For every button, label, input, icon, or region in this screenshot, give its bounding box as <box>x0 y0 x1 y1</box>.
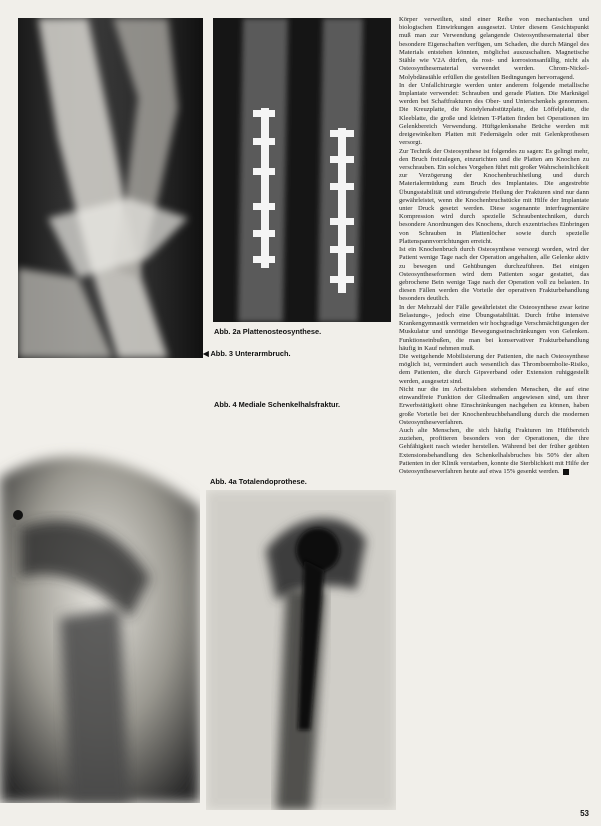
article-paragraph: Ist ein Knochenbruch durch Osteosynthese versorgt worden, wird der Patient wenige Tage nach der Operation angehalten, alle Gelenke aktiv zu bewegen und Gehübungen durchzuführen. Bei einigen Osteosyntheseformen wird dem Patienten sogar gestattet, das gebrochene Bein wenige Tage nach der Operation voll zu belasten. In diesen Fällen werden die Vorteile der operativen Frakturbehandlung besonders deutlich. <box>399 246 589 303</box>
article-text-column <box>399 16 589 802</box>
article-paragraph: In der Unfallchirurgie werden unter anderem folgende metallische Implantate verwendet: Schrauben und gerade Platten. Die Marknägel werden bei Schaftfrakturen des Ober- und Unterschenkels genommen. Die Kreuzplatte, die Kondylenabstützplatte, die Löffelplatte, die Kleeblatte, die große und kleinen T-Platten finden bei Operationen im Gelenkbereich Verwendung. Hüftgelenksnahe Brüche werden mit dreigewinkelten Platten mit Federnägeln oder mit Gelenkprothesen versorgt. <box>399 81 589 147</box>
article-paragraph: In der Mehrzahl der Fälle gewährleistet die Osteosynthese zwar keine Belastungs-, jedoch eine Übungsstabilität. Durch frühe intensive Krankengymnastik vermeiden wir hochgradige Verschmächtigungen der Muskulatur und unnötige Bewegungseinschränkungen von Gelenken. Funktionseinbußen, die man bei konservativer Frakturbehandlung häufig in Kauf nehmen muß. <box>399 303 589 352</box>
article-paragraph: Die weitgehende Mobilisierung der Patienten, die nach Osteosynthese möglich ist, vermindert auch wesentlich das Thromboembolie-Risiko, dem Patienten, die durch Gipsverband oder Extension ruhiggestellt werden, ausgesetzt sind. <box>399 352 589 385</box>
page-number: 53 <box>580 809 589 818</box>
article-paragraph: Auch alte Menschen, die sich häufig Frakturen im Hüftbereich zuziehen, profitieren besonders von der Operationen, die ihre Gehfähigkeit rasch wieder herstellen. Während bei der früher geübten Extensionsbehandlung des Schenkelhalsbruches bis 50% der alten Patienten in der Klinik verstarben, konnte die Sterblichkeit mit Hilfe der Osteosyntheseverfahren heute auf etwa 15% gesenkt werden. <box>399 426 589 476</box>
caption-abb-4a: Abb. 4a Totalendoprothese. <box>210 477 307 486</box>
caption-abb-3: ◀ Abb. 3 Unterarmbruch. <box>203 349 291 358</box>
caption-abb-4: Abb. 4 Mediale Schenkelhalsfraktur. <box>214 400 341 409</box>
xray-forearm-fracture <box>18 18 203 358</box>
end-of-article-mark <box>563 469 569 475</box>
article-paragraph: Nicht nur die im Arbeitsleben stehenden Menschen, die auf eine einwandfreie Funktion der Gliedmaßen angewiesen sind, um ihrer Erwerbstätigkeit ohne Einschränkungen nachgehen zu können, haben große Vorteile bei der Knochenbruchbehandlung durch die modernen Osteosyntheseverfahren. <box>399 385 589 426</box>
xray-femoral-neck-fracture <box>0 418 200 803</box>
xray-hip-prosthesis <box>206 490 396 810</box>
article-paragraph: Zur Technik der Osteosynthese ist folgendes zu sagen: Es gelingt mehr, den Bruch freizulegen, einzurichten und die Platten am Knochen zu verschrauben. Ein solches Vorgehen führt mit großer Wahrscheinlichkeit zur Verzögerung der Knochenbruchheilung und durch Materialermüdung zum Bruch des Implantates. Die angestrebte Übungsstabilität und störungsfreie Heilung der Frakturen sind nur dann gewährleistet, wenn die Knochenbruchstücke mit Hilfe der Implantate unter Druck gesetzt werden. Diese sogenannte interfragmentäre Kompression wird durch spezielle Schraubentechniken, durch besondere Anordnungen des Knochens, durch exzentrisches Einbringen von Schrauben in Plattenlöcher sowie durch spezielle Plattenspannvorrichtungen erreicht. <box>399 147 589 245</box>
caption-abb-2a: Abb. 2a Plattenosteosynthese. <box>214 327 322 336</box>
article-paragraph: Körper verweilten, sind einer Reihe von mechanischen und biologischen Einwirkungen ausgesetzt. Unter diesem Gesichtspunkt muß man zur Verwendung gelangende Osteosynthesematerial über besondere Eigenschaften verfügen, um Schaden, die durch Mängel des Materials entstehen könnten, möglichst auszuschalten. Magnetische Stähle wie V2A dürfen, da rost- und korrosionsanfällig, nicht als Osteosynthesematerial verwendet werden. Chrom-Nickel-Molybdänstähle erfüllen die gestellten Bedingungen hervorragend. <box>399 16 589 81</box>
xray-plate-osteosynthesis <box>213 18 391 322</box>
